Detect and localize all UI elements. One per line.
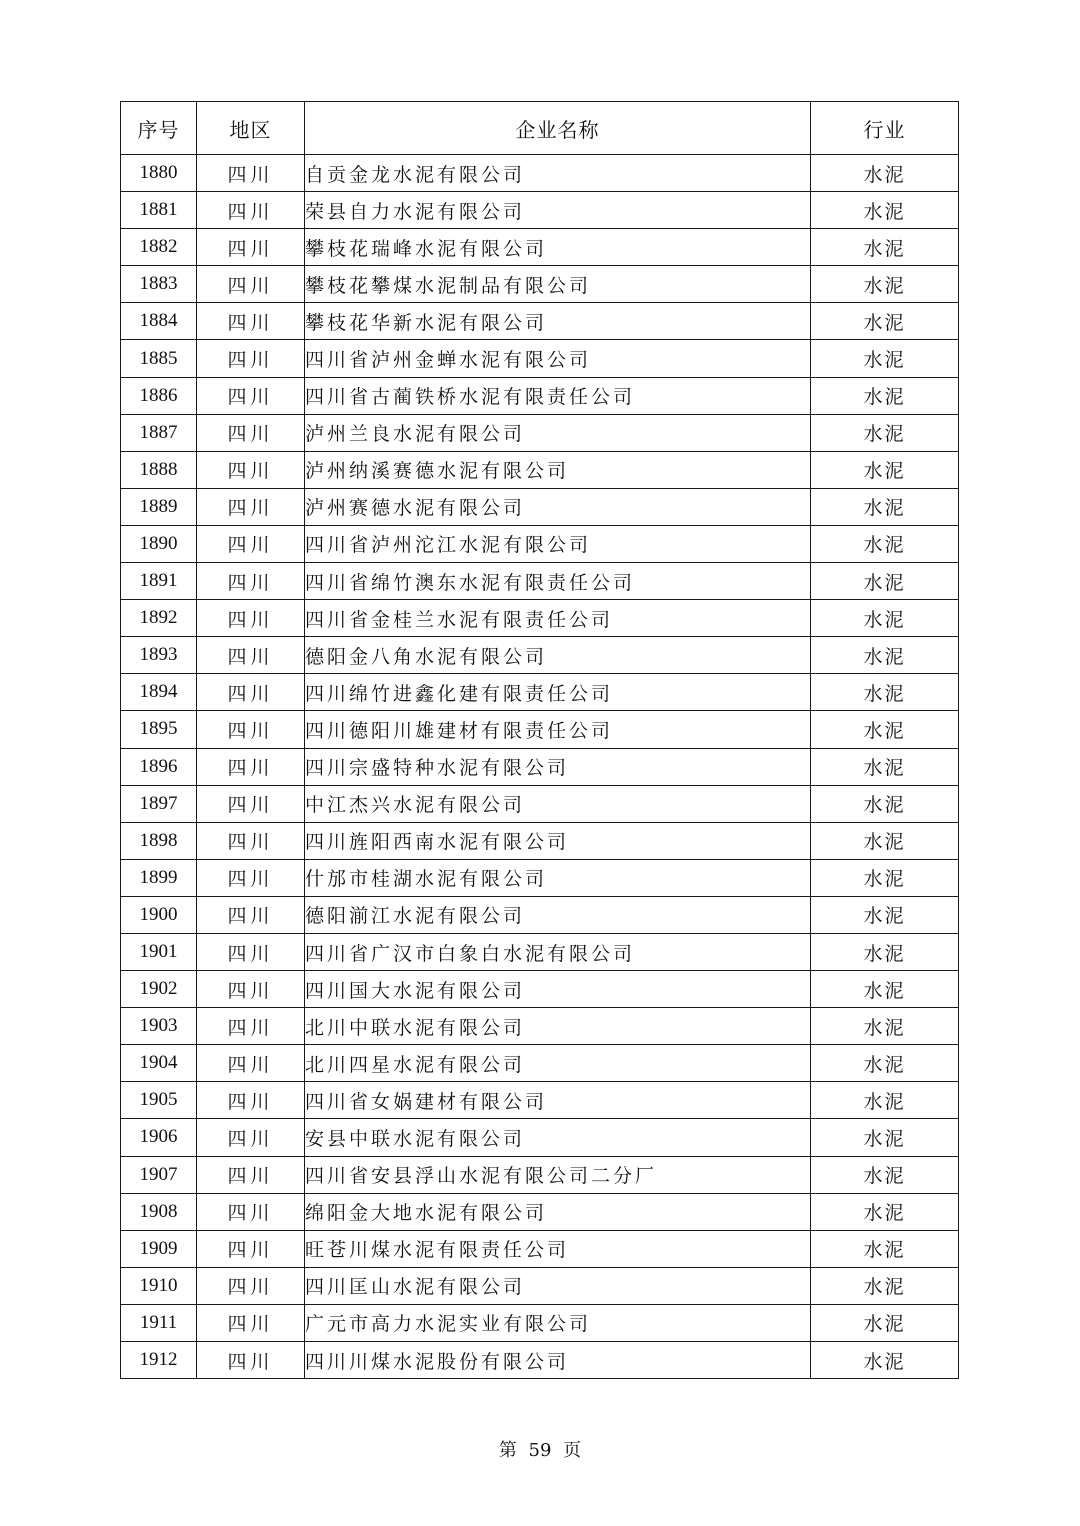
cell-seq: 1897 xyxy=(121,785,197,822)
cell-industry: 水泥 xyxy=(811,971,959,1008)
enterprise-table xyxy=(120,101,959,1379)
cell-industry: 水泥 xyxy=(811,303,959,340)
cell-industry: 水泥 xyxy=(811,1008,959,1045)
table-row xyxy=(121,971,959,1008)
cell-region: 四川 xyxy=(197,525,305,562)
cell-industry: 水泥 xyxy=(811,1304,959,1341)
cell-region: 四川 xyxy=(197,1342,305,1379)
cell-enterprise-name: 什邡市桂湖水泥有限公司 xyxy=(305,859,811,896)
cell-region: 四川 xyxy=(197,822,305,859)
cell-seq: 1891 xyxy=(121,563,197,600)
cell-region: 四川 xyxy=(197,896,305,933)
cell-seq: 1884 xyxy=(121,303,197,340)
table-row xyxy=(121,414,959,451)
cell-enterprise-name: 自贡金龙水泥有限公司 xyxy=(305,155,811,192)
table-row xyxy=(121,1156,959,1193)
cell-seq: 1882 xyxy=(121,229,197,266)
table-row xyxy=(121,637,959,674)
cell-enterprise-name: 北川四星水泥有限公司 xyxy=(305,1045,811,1082)
cell-industry: 水泥 xyxy=(811,785,959,822)
cell-industry: 水泥 xyxy=(811,488,959,525)
cell-region: 四川 xyxy=(197,563,305,600)
cell-seq: 1889 xyxy=(121,488,197,525)
table-row xyxy=(121,1193,959,1230)
cell-industry: 水泥 xyxy=(811,711,959,748)
cell-industry: 水泥 xyxy=(811,155,959,192)
cell-region: 四川 xyxy=(197,340,305,377)
cell-enterprise-name: 旺苍川煤水泥有限责任公司 xyxy=(305,1230,811,1267)
cell-industry: 水泥 xyxy=(811,1119,959,1156)
cell-seq: 1888 xyxy=(121,451,197,488)
table-row xyxy=(121,933,959,970)
cell-enterprise-name: 四川省泸州沱江水泥有限公司 xyxy=(305,525,811,562)
cell-industry: 水泥 xyxy=(811,1342,959,1379)
cell-region: 四川 xyxy=(197,266,305,303)
table-row xyxy=(121,600,959,637)
cell-region: 四川 xyxy=(197,600,305,637)
page-number: 第 59 页 xyxy=(498,1440,582,1461)
cell-enterprise-name: 德阳金八角水泥有限公司 xyxy=(305,637,811,674)
cell-industry: 水泥 xyxy=(811,1193,959,1230)
table-row xyxy=(121,229,959,266)
cell-seq: 1907 xyxy=(121,1156,197,1193)
cell-industry: 水泥 xyxy=(811,1230,959,1267)
cell-industry: 水泥 xyxy=(811,674,959,711)
cell-enterprise-name: 四川省金桂兰水泥有限责任公司 xyxy=(305,600,811,637)
cell-seq: 1908 xyxy=(121,1193,197,1230)
cell-region: 四川 xyxy=(197,192,305,229)
cell-industry: 水泥 xyxy=(811,1267,959,1304)
cell-region: 四川 xyxy=(197,488,305,525)
table-row xyxy=(121,1304,959,1341)
cell-enterprise-name: 德阳湔江水泥有限公司 xyxy=(305,896,811,933)
cell-industry: 水泥 xyxy=(811,1082,959,1119)
cell-enterprise-name: 绵阳金大地水泥有限公司 xyxy=(305,1193,811,1230)
cell-seq: 1883 xyxy=(121,266,197,303)
cell-region: 四川 xyxy=(197,1156,305,1193)
cell-seq: 1899 xyxy=(121,859,197,896)
cell-enterprise-name: 攀枝花攀煤水泥制品有限公司 xyxy=(305,266,811,303)
table-row xyxy=(121,525,959,562)
cell-region: 四川 xyxy=(197,1008,305,1045)
cell-seq: 1898 xyxy=(121,822,197,859)
cell-seq: 1887 xyxy=(121,414,197,451)
cell-seq: 1911 xyxy=(121,1304,197,1341)
cell-industry: 水泥 xyxy=(811,896,959,933)
table-row xyxy=(121,451,959,488)
cell-region: 四川 xyxy=(197,933,305,970)
cell-enterprise-name: 四川省泸州金蝉水泥有限公司 xyxy=(305,340,811,377)
cell-region: 四川 xyxy=(197,451,305,488)
cell-region: 四川 xyxy=(197,711,305,748)
cell-enterprise-name: 四川匡山水泥有限公司 xyxy=(305,1267,811,1304)
cell-region: 四川 xyxy=(197,785,305,822)
cell-region: 四川 xyxy=(197,1119,305,1156)
cell-region: 四川 xyxy=(197,303,305,340)
cell-region: 四川 xyxy=(197,1045,305,1082)
cell-region: 四川 xyxy=(197,377,305,414)
cell-enterprise-name: 攀枝花瑞峰水泥有限公司 xyxy=(305,229,811,266)
cell-enterprise-name: 泸州纳溪赛德水泥有限公司 xyxy=(305,451,811,488)
cell-seq: 1910 xyxy=(121,1267,197,1304)
cell-industry: 水泥 xyxy=(811,266,959,303)
table-header-row xyxy=(121,102,959,155)
cell-seq: 1909 xyxy=(121,1230,197,1267)
cell-seq: 1905 xyxy=(121,1082,197,1119)
table-row xyxy=(121,340,959,377)
cell-enterprise-name: 安县中联水泥有限公司 xyxy=(305,1119,811,1156)
cell-seq: 1902 xyxy=(121,971,197,1008)
cell-region: 四川 xyxy=(197,1304,305,1341)
cell-region: 四川 xyxy=(197,674,305,711)
table-row xyxy=(121,266,959,303)
cell-industry: 水泥 xyxy=(811,822,959,859)
cell-industry: 水泥 xyxy=(811,192,959,229)
cell-industry: 水泥 xyxy=(811,377,959,414)
cell-seq: 1885 xyxy=(121,340,197,377)
table-row xyxy=(121,785,959,822)
cell-region: 四川 xyxy=(197,748,305,785)
table-row xyxy=(121,1119,959,1156)
cell-region: 四川 xyxy=(197,971,305,1008)
cell-seq: 1895 xyxy=(121,711,197,748)
cell-region: 四川 xyxy=(197,859,305,896)
table-row xyxy=(121,303,959,340)
table-row xyxy=(121,1342,959,1379)
table-body xyxy=(121,155,959,1379)
cell-enterprise-name: 四川旌阳西南水泥有限公司 xyxy=(305,822,811,859)
cell-seq: 1894 xyxy=(121,674,197,711)
table-row xyxy=(121,859,959,896)
cell-region: 四川 xyxy=(197,155,305,192)
header-name: 企业名称 xyxy=(305,102,811,155)
cell-enterprise-name: 北川中联水泥有限公司 xyxy=(305,1008,811,1045)
cell-industry: 水泥 xyxy=(811,748,959,785)
cell-seq: 1881 xyxy=(121,192,197,229)
cell-enterprise-name: 四川德阳川雄建材有限责任公司 xyxy=(305,711,811,748)
cell-seq: 1880 xyxy=(121,155,197,192)
table-row xyxy=(121,711,959,748)
cell-enterprise-name: 攀枝花华新水泥有限公司 xyxy=(305,303,811,340)
cell-region: 四川 xyxy=(197,1082,305,1119)
table-row xyxy=(121,563,959,600)
table-row xyxy=(121,1230,959,1267)
table-row xyxy=(121,1045,959,1082)
cell-enterprise-name: 中江杰兴水泥有限公司 xyxy=(305,785,811,822)
cell-region: 四川 xyxy=(197,637,305,674)
cell-industry: 水泥 xyxy=(811,563,959,600)
cell-seq: 1892 xyxy=(121,600,197,637)
cell-enterprise-name: 四川川煤水泥股份有限公司 xyxy=(305,1342,811,1379)
cell-seq: 1886 xyxy=(121,377,197,414)
cell-industry: 水泥 xyxy=(811,414,959,451)
cell-industry: 水泥 xyxy=(811,859,959,896)
cell-seq: 1903 xyxy=(121,1008,197,1045)
cell-industry: 水泥 xyxy=(811,340,959,377)
cell-industry: 水泥 xyxy=(811,1156,959,1193)
cell-enterprise-name: 四川省广汉市白象白水泥有限公司 xyxy=(305,933,811,970)
table-row xyxy=(121,488,959,525)
cell-seq: 1901 xyxy=(121,933,197,970)
cell-enterprise-name: 泸州赛德水泥有限公司 xyxy=(305,488,811,525)
table-row xyxy=(121,1267,959,1304)
cell-seq: 1904 xyxy=(121,1045,197,1082)
cell-industry: 水泥 xyxy=(811,637,959,674)
cell-industry: 水泥 xyxy=(811,600,959,637)
table-row xyxy=(121,155,959,192)
cell-seq: 1890 xyxy=(121,525,197,562)
table-row xyxy=(121,1008,959,1045)
table-row xyxy=(121,822,959,859)
cell-industry: 水泥 xyxy=(811,1045,959,1082)
cell-enterprise-name: 四川省古蔺铁桥水泥有限责任公司 xyxy=(305,377,811,414)
cell-industry: 水泥 xyxy=(811,451,959,488)
cell-seq: 1906 xyxy=(121,1119,197,1156)
cell-enterprise-name: 广元市高力水泥实业有限公司 xyxy=(305,1304,811,1341)
header-seq: 序号 xyxy=(121,102,197,155)
cell-enterprise-name: 荣县自力水泥有限公司 xyxy=(305,192,811,229)
cell-enterprise-name: 泸州兰良水泥有限公司 xyxy=(305,414,811,451)
cell-region: 四川 xyxy=(197,1193,305,1230)
table-row xyxy=(121,1082,959,1119)
cell-enterprise-name: 四川省女娲建材有限公司 xyxy=(305,1082,811,1119)
cell-industry: 水泥 xyxy=(811,933,959,970)
table-row xyxy=(121,748,959,785)
cell-seq: 1900 xyxy=(121,896,197,933)
header-region: 地区 xyxy=(197,102,305,155)
cell-seq: 1912 xyxy=(121,1342,197,1379)
cell-seq: 1896 xyxy=(121,748,197,785)
cell-region: 四川 xyxy=(197,229,305,266)
cell-industry: 水泥 xyxy=(811,525,959,562)
table-row xyxy=(121,192,959,229)
table-row xyxy=(121,377,959,414)
cell-enterprise-name: 四川国大水泥有限公司 xyxy=(305,971,811,1008)
cell-enterprise-name: 四川省绵竹澳东水泥有限责任公司 xyxy=(305,563,811,600)
cell-enterprise-name: 四川省安县浮山水泥有限公司二分厂 xyxy=(305,1156,811,1193)
cell-region: 四川 xyxy=(197,1267,305,1304)
cell-enterprise-name: 四川绵竹进鑫化建有限责任公司 xyxy=(305,674,811,711)
cell-seq: 1893 xyxy=(121,637,197,674)
cell-region: 四川 xyxy=(197,414,305,451)
cell-region: 四川 xyxy=(197,1230,305,1267)
header-industry: 行业 xyxy=(811,102,959,155)
table-row xyxy=(121,674,959,711)
document-page xyxy=(120,101,958,1379)
table-row xyxy=(121,896,959,933)
cell-enterprise-name: 四川宗盛特种水泥有限公司 xyxy=(305,748,811,785)
cell-industry: 水泥 xyxy=(811,229,959,266)
